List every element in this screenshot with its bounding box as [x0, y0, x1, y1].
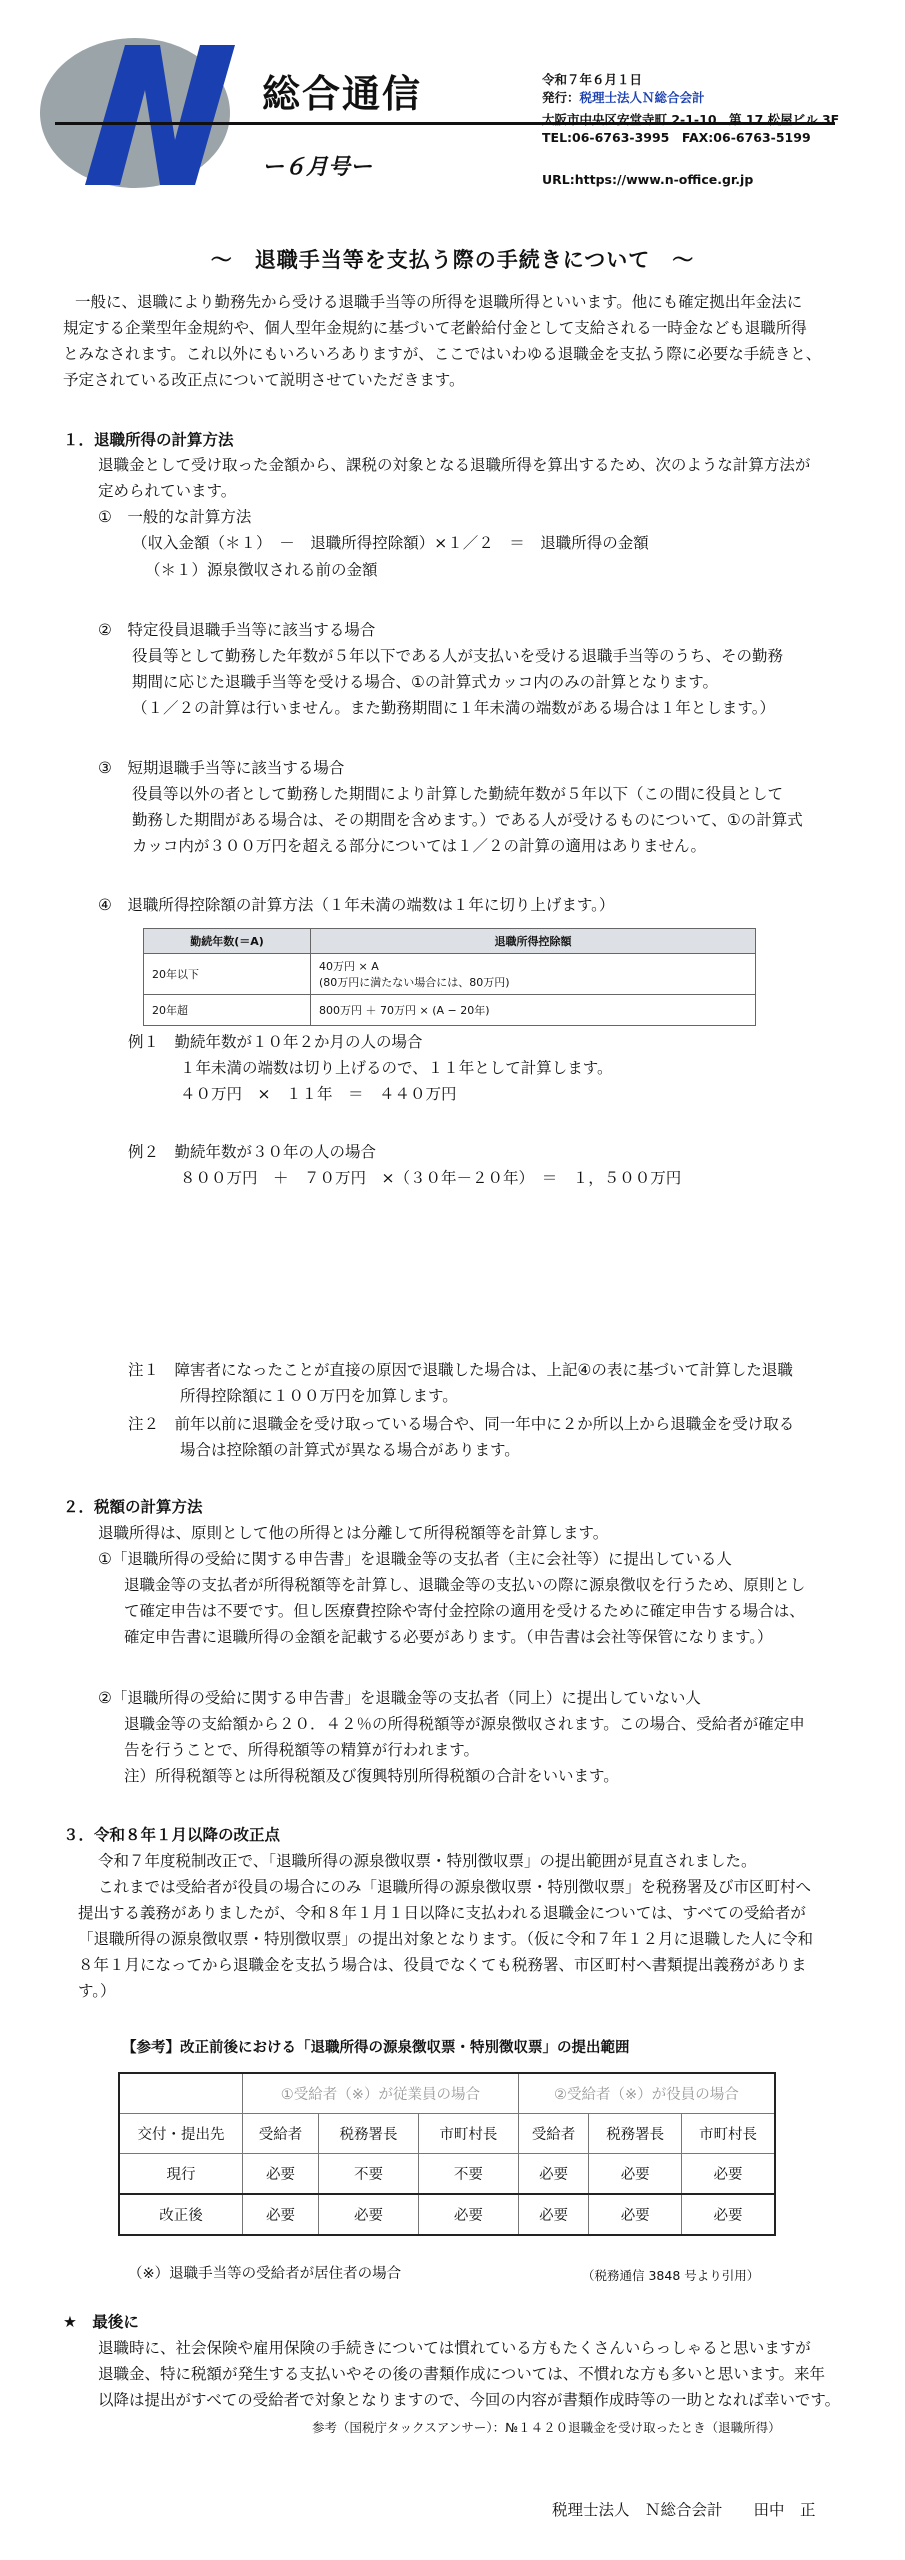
deduction-table-header: 退職所得控除額 [311, 929, 756, 954]
table-cell: 必要 [682, 2194, 775, 2235]
item-1-note: （＊１）源泉徴収される前の金額 [145, 561, 378, 579]
section-3-body: これまでは受給者が役員の場合にのみ「退職所得の源泉徴収票・特別徴収票」を税務署及び市区町村へ [98, 1878, 812, 1896]
years-cell: 20年超 [144, 995, 311, 1026]
note-2: 注２ 前年以前に退職金を受け取っている場合や、同一年中に２か所以上から退職金を受け取る [128, 1415, 795, 1433]
intro-line: 一般に、退職により勤務先から受ける退職手当等の所得を退職所得といいます。他にも確定拠出年金法に [75, 293, 803, 311]
newsletter-header [0, 0, 905, 210]
deduction-table-header: 勤続年数(＝A) [144, 929, 311, 954]
column-header: 受給者 [518, 2114, 589, 2154]
column-header: 税務署長 [589, 2114, 682, 2154]
example-2-heading: 例２ 勤続年数が３０年の人の場合 [128, 1143, 377, 1161]
section-2-para: 退職金等の支給額から２０．４２％の所得税額等が源泉徴収されます。この場合、受給者が確定申 [124, 1715, 805, 1733]
section-3-body: 令和７年度税制改正で、「退職所得の源泉徴収票・特別徴収票」の提出範囲が見直されました。 [98, 1852, 757, 1870]
closing-body: 退職金、特に税額が発生する支払いやその後の書類作成については、不慣れな方も多いと思います。来年 [98, 2365, 825, 2383]
intro-line: 予定されている改正点について説明させていただきます。 [63, 371, 465, 389]
table-row [144, 995, 756, 1026]
example-1-body: １年未満の端数は切り上げるので、１１年として計算します。 [180, 1059, 613, 1077]
section-3-body: 提出する義務がありましたが、令和８年１月１日以降に支払われる退職金については、すべての受給者が [78, 1904, 806, 1922]
column-header: 受給者 [243, 2114, 319, 2154]
section-2-para: 注）所得税額等とは所得税額及び復興特別所得税額の合計をいいます。 [124, 1767, 619, 1785]
table-cell: 必要 [243, 2194, 319, 2235]
group-header-employee: ①受給者（※）が従業員の場合 [243, 2073, 519, 2114]
publisher-label: 発行： [542, 90, 580, 105]
item-3-body: カッコ内が３００万円を超える部分については１／２の計算の適用はありません。 [132, 837, 706, 855]
deduction-table [143, 928, 756, 1026]
section-2-para: 退職金等の支払者が所得税額等を計算し、退職金等の支払いの際に源泉徴収を行うため、原則とし [124, 1576, 806, 1594]
table-cell: 必要 [319, 2194, 419, 2235]
section-1-intro: 退職金として受け取った金額から、課税の対象となる退職所得を算出するため、次のような計算方法が [98, 456, 811, 474]
signature: 税理士法人 Ｎ総合会計 田中 正 [552, 2501, 816, 2519]
section-2-heading: ２．税額の計算方法 [63, 1498, 203, 1516]
item-2-heading: ② 特定役員退職手当等に該当する場合 [98, 621, 376, 639]
issue-date: 令和７年６月１日 [542, 72, 643, 87]
item-3-body: 勤務した期間がある場合は、その期間を含めます。）である人が受けるものについて、①の計算式 [132, 811, 803, 829]
table-source: （税務通信 3848 号より引用） [582, 2268, 760, 2283]
note-1: 注１ 障害者になったことが直接の原因で退職した場合は、上記④の表に基づいて計算した退職 [128, 1361, 793, 1379]
table-row [144, 954, 756, 995]
table-caption: 【参考】改正前後における「退職所得の源泉徴収票・特別徴収票」の提出範囲 [122, 2040, 630, 2056]
table-corner-cell [119, 2073, 243, 2114]
section-3-body: ８年１月になってから退職金を支払う場合は、役員でなくても税務署、市区町村へ書類提出義務がありま [78, 1956, 807, 1974]
publisher-name: 税理士法人Ｎ総合会計 [579, 90, 705, 105]
filing-scope-table [118, 2072, 776, 2236]
item-2-body: 役員等として勤務した年数が５年以下である人が支払いを受ける退職手当等のうち、その勤務 [132, 647, 784, 665]
item-2-body: （１／２の計算は行いません。また勤務期間に１年未満の端数がある場合は１年とします。） [132, 699, 775, 717]
note-1: 所得控除額に１００万円を加算します。 [180, 1387, 458, 1405]
example-2-calc: ８００万円 ＋ ７０万円 ×（３０年－２０年） ＝ １，５００万円 [180, 1169, 682, 1187]
item-4-heading: ④ 退職所得控除額の計算方法（１年未満の端数は１年に切り上げます。） [98, 896, 615, 914]
group-header-officer: ②受給者（※）が役員の場合 [518, 2073, 775, 2114]
logo-n-icon [55, 30, 255, 200]
section-3-body: す。） [78, 1982, 116, 2000]
item-3-heading: ③ 短期退職手当等に該当する場合 [98, 759, 345, 777]
section-2-para: て確定申告は不要です。但し医療費控除や寄付金控除の適用を受けるために確定申告する場合は、 [124, 1602, 805, 1620]
item-1-formula: （収入金額（＊１） － 退職所得控除額）×１／２ ＝ 退職所得の金額 [132, 534, 649, 552]
table-cell: 不要 [418, 2154, 518, 2195]
section-2-intro: 退職所得は、原則として他の所得とは分離して所得税額等を計算します。 [98, 1524, 609, 1542]
row-label: 現行 [119, 2154, 243, 2195]
item-2-body: 期間に応じた退職手当等を受ける場合、①の計算式カッコ内のみの計算となります。 [132, 673, 719, 691]
item-1-heading: ① 一般的な計算方法 [98, 508, 252, 526]
row-label: 改正後 [119, 2194, 243, 2235]
deduction-cell [311, 954, 756, 995]
section-2-para: ②「退職所得の受給に関する申告書」を退職金等の支払者（同上）に提出していない人 [98, 1689, 701, 1707]
table-cell: 必要 [518, 2154, 589, 2195]
table-cell: 必要 [589, 2194, 682, 2235]
item-3-body: 役員等以外の者として勤務した期間により計算した勤続年数が５年以下（この間に役員として [132, 785, 784, 803]
table-cell: 必要 [243, 2154, 319, 2195]
column-header: 市町村長 [418, 2114, 518, 2154]
table-note: （※）退職手当等の受給者が居住者の場合 [128, 2266, 402, 2282]
article-title: 〜 退職手当等を支払う際の手続きについて 〜 [210, 248, 695, 272]
section-3-heading: ３．令和８年１月以降の改正点 [63, 1826, 281, 1844]
newsletter-title: 総合通信 [262, 72, 423, 116]
table-row [119, 2154, 775, 2195]
section-2-para: ①「退職所得の受給に関する申告書」を退職金等の支払者（主に会社等）に提出している人 [98, 1550, 732, 1568]
column-header: 税務署長 [319, 2114, 419, 2154]
table-cell: 必要 [682, 2154, 775, 2195]
table-cell: 必要 [418, 2194, 518, 2235]
closing-body: 退職時に、社会保険や雇用保険の手続きについては慣れている方もたくさんいらっしゃると思いますが [98, 2339, 811, 2357]
note-2: 場合は控除額の計算式が異なる場合があります。 [180, 1441, 520, 1459]
table-cell: 必要 [518, 2194, 589, 2235]
section-3-body: 「退職所得の源泉徴収票・特別徴収票」の提出対象となります。（仮に令和７年１２月に退職した人に令和 [78, 1930, 814, 1948]
column-header: 市町村長 [682, 2114, 775, 2154]
section-2-para: 告を行うことで、所得税額等の精算が行われます。 [124, 1741, 479, 1759]
publisher-address: 大阪市中央区安堂寺町 2-1-10 第 17 松屋ビル 3F [542, 112, 840, 127]
issue-label: ー６月号ー [262, 155, 373, 180]
closing-body: 以降は提出がすべての受給者で対象となりますので、今回の内容が書類作成時等の一助となれば幸いです。 [98, 2391, 841, 2409]
years-cell: 20年以下 [144, 954, 311, 995]
section-2-para: 確定申告書に退職所得の金額を記載する必要があります。（申告書は会社等保管になります。） [124, 1628, 773, 1646]
reference-line: 参考（国税庁タックスアンサー）：№１４２０退職金を受け取ったとき（退職所得） [312, 2420, 781, 2435]
table-cell: 必要 [589, 2154, 682, 2195]
publisher-line [542, 90, 705, 106]
intro-line: 規定する企業型年金規約や、個人型年金規約に基づいて老齢給付金として支給される一時金なども退職所得 [63, 319, 807, 337]
column-label: 交付・提出先 [119, 2114, 243, 2154]
publisher-url[interactable]: URL:https://www.n-office.gr.jp [542, 172, 754, 187]
section-1-intro: 定められています。 [98, 482, 237, 500]
intro-line: とみなされます。これ以外にもいろいろありますが、ここではいわゆる退職金を支払う際に必要な手続きと、 [63, 345, 822, 363]
table-cell: 不要 [319, 2154, 419, 2195]
closing-heading: ★ 最後に [63, 2313, 139, 2331]
example-1-heading: 例１ 勤続年数が１０年２か月の人の場合 [128, 1033, 423, 1051]
table-row [119, 2194, 775, 2235]
deduction-note: (80万円に満たない場合には、80万円) [319, 976, 510, 989]
section-1-heading: １．退職所得の計算方法 [63, 431, 234, 449]
example-1-calc: ４０万円 × １１年 ＝ ４４０万円 [180, 1085, 457, 1103]
deduction-formula: 40万円 × A [319, 960, 379, 973]
deduction-cell: 800万円 ＋ 70万円 × (A − 20年) [311, 995, 756, 1026]
publisher-tel-fax: TEL:06-6763-3995 FAX:06-6763-5199 [542, 130, 811, 145]
